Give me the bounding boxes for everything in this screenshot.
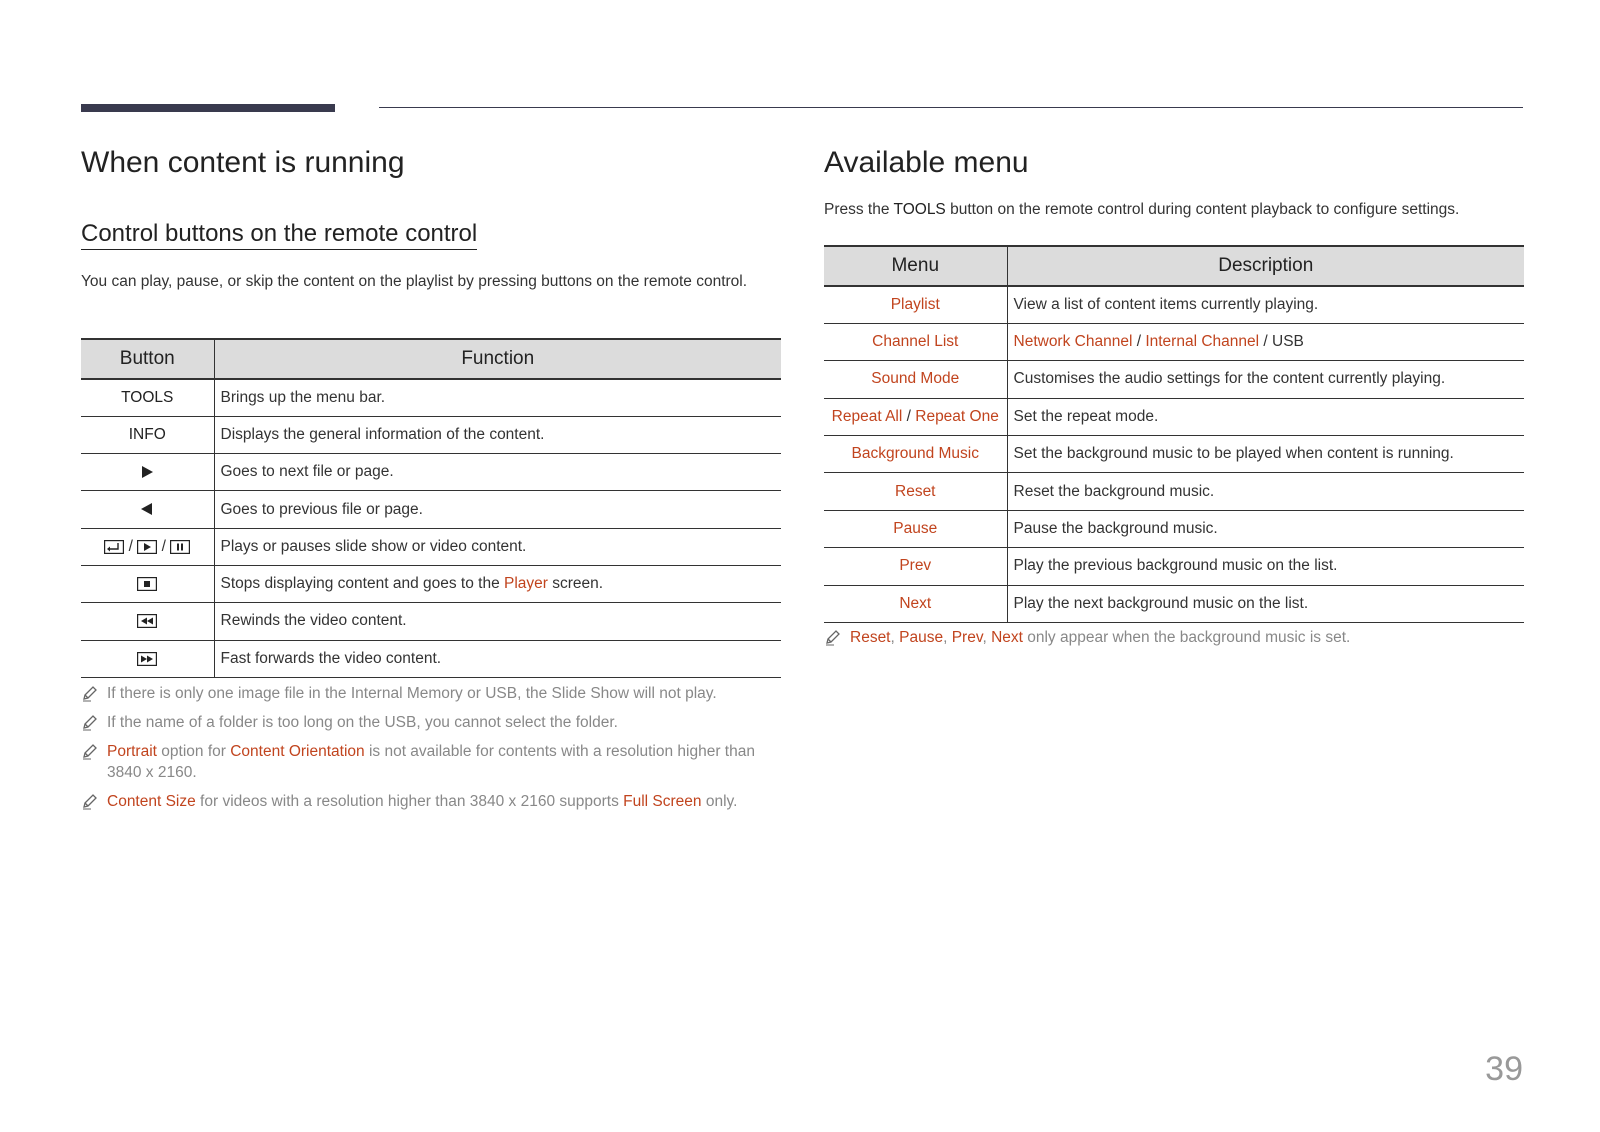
button-cell [81,454,214,491]
function-cell: Brings up the menu bar. [214,379,781,416]
note-text: If the name of a folder is too long on the USB, you cannot select the folder. [107,714,618,731]
note-item [81,712,786,733]
note-text: only. [701,793,738,810]
section-title: Control buttons on the remote control [81,220,477,250]
prev-link: Prev [951,629,983,646]
button-cell [81,640,214,677]
description-cell [1007,323,1524,360]
content-size-link: Content Size [107,793,196,810]
intro-text [824,199,1524,220]
notes-list [81,683,786,820]
note-item [81,741,786,783]
table-row [81,416,781,453]
button-cell [81,491,214,528]
right-arrow-icon [141,466,153,478]
menu-cell: Reset [824,473,1007,510]
function-cell: Goes to previous file or page. [214,491,781,528]
notes-list [824,627,1524,656]
button-cell: INFO [81,416,214,453]
note-text: option for [156,743,231,760]
pencil-icon [81,684,99,702]
table-row [81,528,781,565]
note-text: If there is only one image file in the Internal Memory or USB, the Slide Show will not play. [107,685,717,702]
note-text: for videos with a resolution higher than 3840 x 2160 supports [195,793,624,810]
description-cell: View a list of content items currently playing. [1007,286,1524,323]
menu-cell: Prev [824,548,1007,585]
column-header-function: Function [214,339,781,379]
page-number: 39 [1485,1050,1523,1088]
note-separator: , [982,629,992,646]
table-row [824,361,1524,398]
menu-cell: Background Music [824,436,1007,473]
portrait-link: Portrait [107,743,157,760]
network-channel-link: Network Channel [1013,333,1133,351]
header-rule-thin [379,107,1523,108]
content-orientation-link: Content Orientation [230,743,365,760]
note-item [81,683,786,704]
pause-key-icon [170,540,190,554]
note-separator: , [890,629,900,646]
pencil-icon [81,742,99,760]
note-text: only appear when the background music is set. [1022,629,1351,646]
internal-channel-link: Internal Channel [1145,333,1260,351]
menu-cell: Sound Mode [824,361,1007,398]
enter-key-icon [104,540,124,554]
intro-text-start: Press the [824,201,894,218]
tools-key-label: TOOLS [893,201,946,218]
reset-link: Reset [850,629,891,646]
description-cell: Set the repeat mode. [1007,398,1524,435]
table-row [81,454,781,491]
column-header-button: Button [81,339,214,379]
column-header-menu: Menu [824,246,1007,286]
table-row [824,510,1524,547]
menu-cell: Pause [824,510,1007,547]
note-item [824,627,1524,648]
play-key-icon [137,540,157,554]
table-header-row [81,339,781,379]
function-text: Stops displaying content and goes to the [220,575,505,593]
function-cell: Plays or pauses slide show or video content. [214,528,781,565]
rewind-key-icon [137,614,157,628]
full-screen-link: Full Screen [623,793,702,810]
menu-description-table [824,245,1524,623]
menu-cell [824,398,1007,435]
page-title: When content is running [81,146,405,179]
function-cell [214,565,781,602]
intro-text: You can play, pause, or skip the content on the playlist by pressing buttons on the remote control. [81,273,748,290]
intro-text-end: button on the remote control during content playback to configure settings. [945,201,1460,218]
function-cell: Rewinds the video content. [214,603,781,640]
table-row [81,379,781,416]
table-row [81,640,781,677]
fast-forward-key-icon [137,652,157,666]
table-row [824,585,1524,622]
pencil-icon [81,792,99,810]
player-link: Player [504,575,548,593]
table-header-row [824,246,1524,286]
description-cell: Play the previous background music on the list. [1007,548,1524,585]
header-rule-thick [81,104,335,112]
description-cell: Play the next background music on the list. [1007,585,1524,622]
left-arrow-icon [141,503,153,515]
table-row [824,286,1524,323]
next-link: Next [991,629,1023,646]
table-row [824,436,1524,473]
section-heading-available-menu: Available menu [824,146,1029,179]
table-row [824,398,1524,435]
table-row [824,323,1524,360]
table-row [81,565,781,602]
button-cell [81,528,214,565]
description-cell: Customises the audio settings for the content currently playing. [1007,361,1524,398]
pencil-icon [81,713,99,731]
button-separator: / [128,537,133,555]
button-cell [81,603,214,640]
pause-link: Pause [899,629,944,646]
button-separator: / [161,537,166,555]
description-separator: / [1132,333,1146,351]
menu-separator: / [902,407,916,425]
note-separator: , [943,629,952,646]
button-function-table [81,338,781,678]
button-cell: TOOLS [81,379,214,416]
repeat-one-link: Repeat One [915,407,999,425]
function-cell: Displays the general information of the content. [214,416,781,453]
table-row [81,491,781,528]
function-cell: Goes to next file or page. [214,454,781,491]
function-cell: Fast forwards the video content. [214,640,781,677]
table-row [824,473,1524,510]
table-row [824,548,1524,585]
description-cell: Reset the background music. [1007,473,1524,510]
menu-cell: Next [824,585,1007,622]
description-text: / USB [1259,333,1304,351]
note-item [81,791,786,812]
button-cell [81,565,214,602]
table-row [81,603,781,640]
stop-key-icon [137,577,157,591]
repeat-all-link: Repeat All [831,407,903,425]
pencil-icon [824,628,842,646]
column-header-description: Description [1007,246,1524,286]
description-cell: Set the background music to be played when content is running. [1007,436,1524,473]
menu-cell: Channel List [824,323,1007,360]
menu-cell: Playlist [824,286,1007,323]
function-text: screen. [547,575,604,593]
note-text: is not available for contents with a resolution higher than 3840 x 2160. [107,743,755,781]
description-cell: Pause the background music. [1007,510,1524,547]
